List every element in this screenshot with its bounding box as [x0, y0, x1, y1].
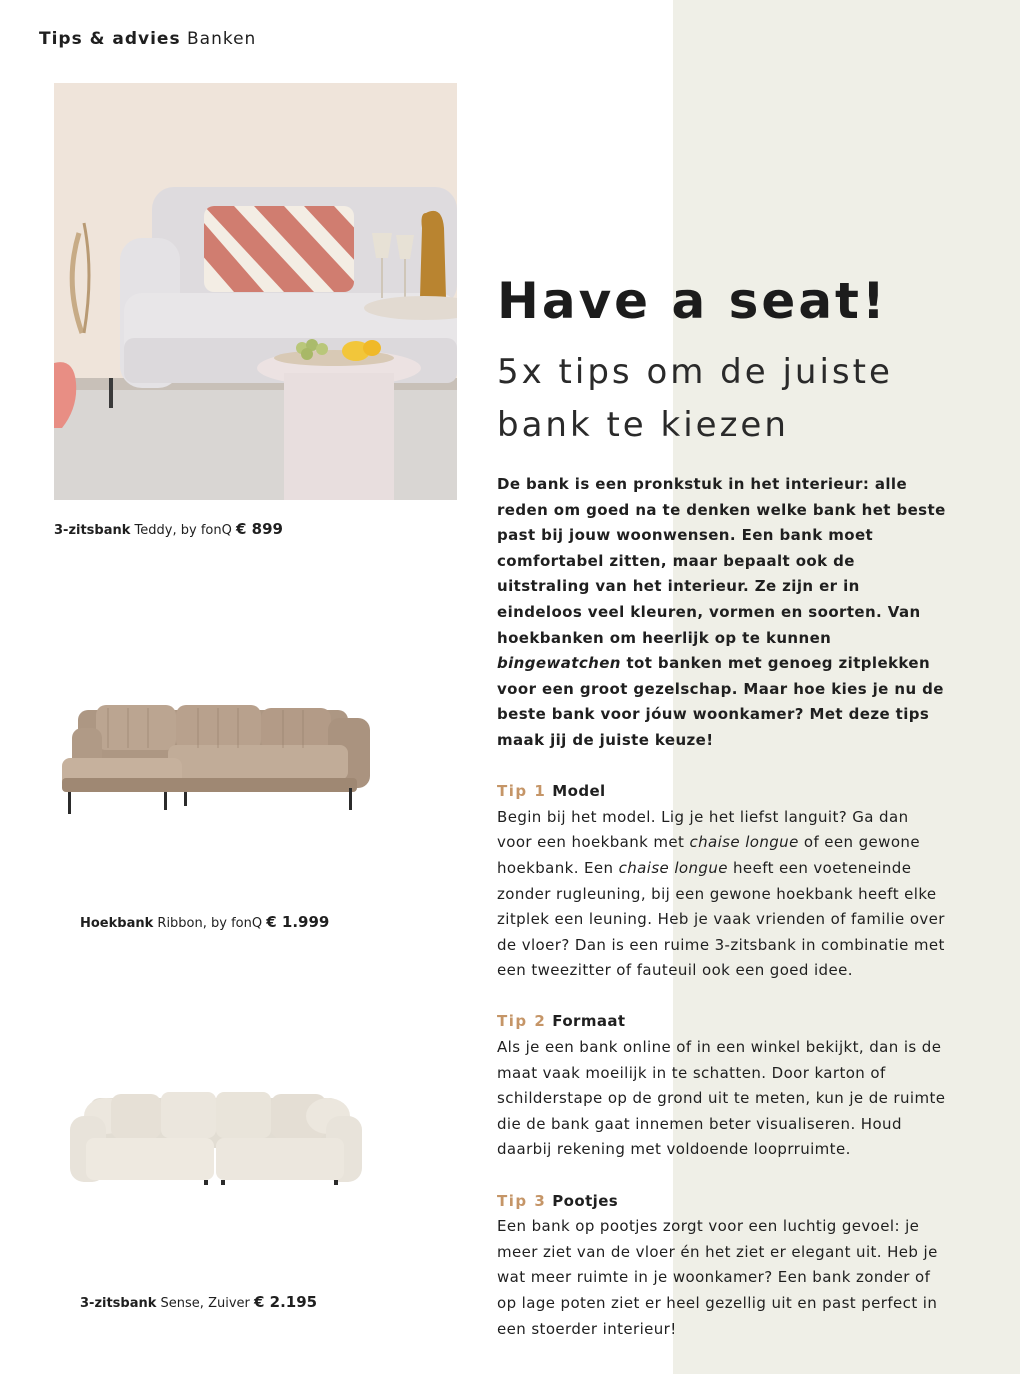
corner-sofa-image: [58, 700, 374, 820]
product-type: 3-zitsbank: [80, 1296, 157, 1311]
tip-body: Een bank op pootjes zorgt voor een luchtig gevoel: je meer ziet van de vloer én het ziet er elegant uit. Heb je wat meer ruimte in je woonkamer? Een bank zonder of op lage poten ziet er heel gezellig uit en past perfect in een stoerder interieur!: [497, 1217, 938, 1338]
product-name: Sense, Zuiver: [160, 1296, 250, 1311]
three-seater-sofa-image: [66, 1086, 366, 1190]
tip-heading: Pootjes: [552, 1191, 619, 1210]
product-price: € 899: [235, 520, 283, 538]
intro-paragraph: [497, 472, 947, 754]
product-name: Teddy, by fonQ: [134, 523, 232, 538]
tip-emphasis: chaise longue: [689, 833, 799, 852]
tip-1: [497, 779, 947, 984]
intro-text-2: tot banken met genoeg zitplekken voor een groot gezelschap. Maar hoe kies je nu de beste bank voor jóuw woonkamer? Met deze tips maak jij de juiste keuze!: [497, 654, 944, 749]
product-type: 3-zitsbank: [54, 523, 131, 538]
three-seater-illustration: [66, 1086, 366, 1190]
product-caption-1: [54, 520, 283, 538]
tip-emphasis: chaise longue: [618, 858, 728, 877]
header-section: Tips & advies: [39, 29, 181, 49]
living-room-illustration: [54, 83, 457, 500]
corner-sofa-illustration: [58, 700, 374, 820]
living-room-photo: [54, 83, 457, 500]
tip-heading: Model: [552, 782, 606, 801]
product-caption-2: [80, 913, 329, 931]
intro-emphasis: bingewatchen: [497, 654, 621, 673]
tip-2: [497, 1009, 947, 1163]
tip-heading: Formaat: [552, 1012, 626, 1031]
tip-text: Begin bij het model. Lig je het liefst languit? Ga dan voor een hoekbank met: [497, 807, 909, 852]
tip-number: Tip 2: [497, 1012, 547, 1031]
tip-body: [497, 805, 947, 984]
product-caption-3: [80, 1293, 317, 1311]
page-header: [39, 29, 256, 49]
product-price: € 2.195: [254, 1293, 318, 1311]
article-body: [497, 472, 947, 1342]
tip-body: Als je een bank online of in een winkel bekijkt, dan is de maat vaak moeilijk in te schatten. Door karton of schilderstape op de grond uit te meten, kun je de ruimte die de bank gaat innemen beter visualiseren. Houd daarbij rekening met voldoende looprruimte.: [497, 1038, 946, 1159]
article-title: Have a seat!: [497, 272, 888, 330]
product-price: € 1.999: [266, 913, 330, 931]
tip-text: of een gewone hoekbank. Een: [497, 833, 920, 877]
tip-number: Tip 3: [497, 1191, 547, 1210]
tip-number: Tip 1: [497, 782, 547, 801]
product-type: Hoekbank: [80, 916, 154, 931]
product-name: Ribbon, by fonQ: [157, 916, 263, 931]
header-topic: Banken: [186, 29, 257, 49]
intro-text-1: De bank is een pronkstuk in het interieur: alle reden om goed na te denken welke bank het beste past bij jouw woonwensen. Een bank moet comfortabel zitten, maar bepaalt ook de uitstraling van het interieur. Ze zijn er in eindeloos veel kleuren, vormen en soorten. Van hoekbanken om heerlijk op te kunnen: [497, 475, 946, 647]
article-subtitle: 5x tips om de juiste bank te kiezen: [497, 352, 893, 445]
tip-3: [497, 1189, 947, 1343]
tip-text: heeft een voeteneinde zonder rugleuning, bij een gewone hoekbank heeft elke zitplek een leuning. Heb je vaak vrienden of familie over de vloer? Dan is een ruime 3-zitsbank in combinatie met een tweezitter of fauteuil ook een goed idee.: [497, 858, 945, 980]
